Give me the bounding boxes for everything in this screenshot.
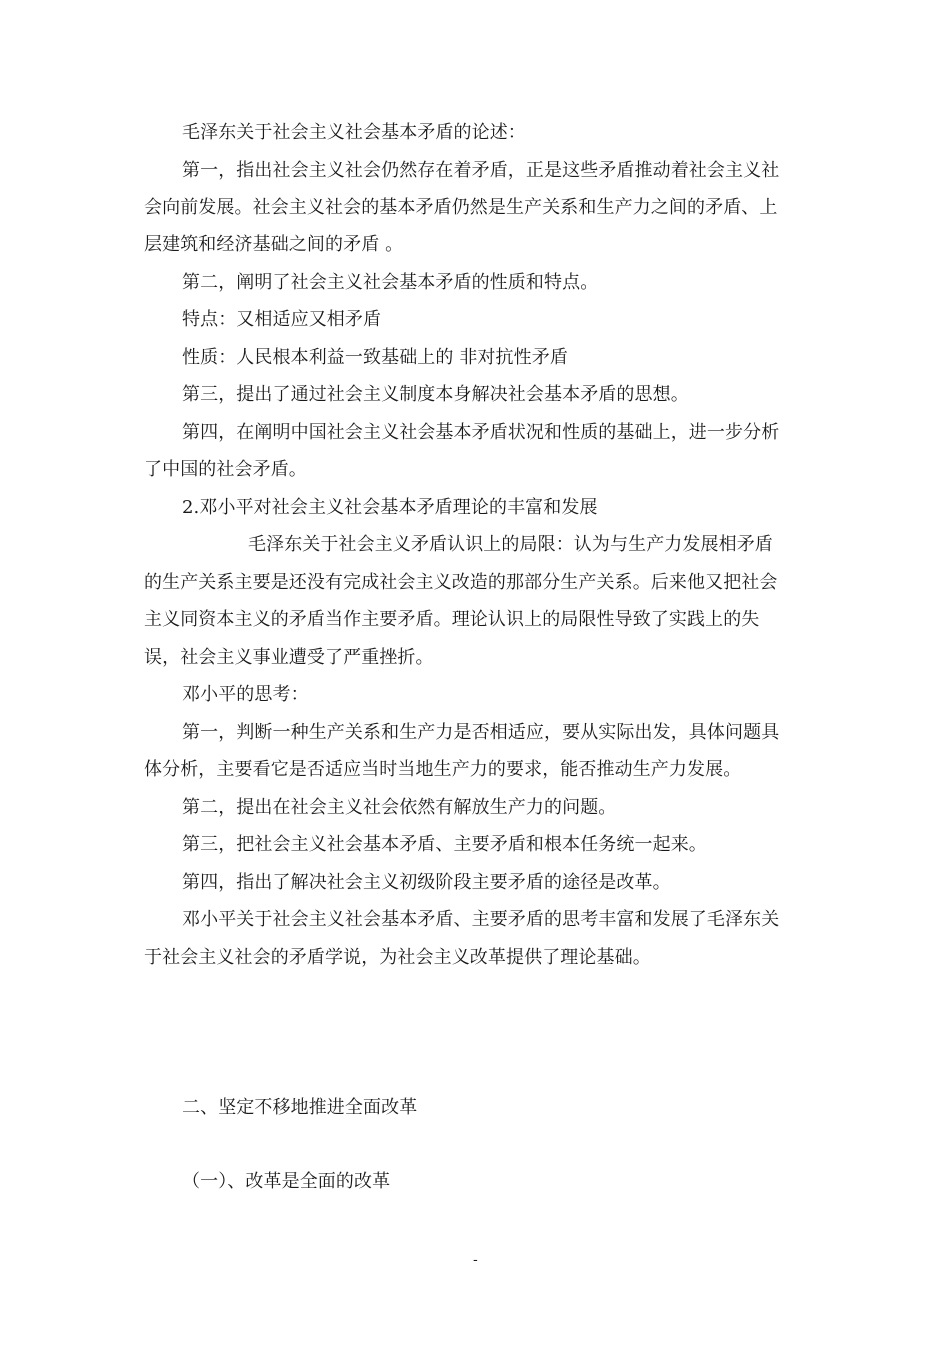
paragraph-line: 特点：又相适应又相矛盾: [182, 309, 382, 330]
paragraph-line: 2.邓小平对社会主义社会基本矛盾理论的丰富和发展: [182, 497, 598, 518]
paragraph-line: 邓小平的思考：: [182, 684, 309, 705]
paragraph-line: 第四，在阐明中国社会主义社会基本矛盾状况和性质的基础上，进一步分析: [182, 422, 780, 443]
paragraph-line: 第一，判断一种生产关系和生产力是否相适应，要从实际出发，具体问题具: [182, 722, 780, 743]
paragraph-line: 第二，阐明了社会主义社会基本矛盾的性质和特点。: [182, 272, 599, 293]
paragraph-line: 第一，指出社会主义社会仍然存在着矛盾，正是这些矛盾推动着社会主义社: [182, 160, 780, 181]
paragraph-line: 邓小平关于社会主义社会基本矛盾、主要矛盾的思考丰富和发展了毛泽东关: [182, 909, 780, 930]
paragraph-line: 误，社会主义事业遭受了严重挫折。: [144, 647, 434, 668]
paragraph-line: 的生产关系主要是还没有完成社会主义改造的那部分生产关系。后来他又把社会: [144, 572, 778, 593]
paragraph-line: 了中国的社会矛盾。: [144, 459, 307, 480]
subsection-heading: （一）、改革是全面的改革: [182, 1171, 391, 1192]
page-footer-mark: -: [473, 1252, 478, 1268]
paragraph-line: 于社会主义社会的矛盾学说，为社会主义改革提供了理论基础。: [144, 947, 651, 968]
paragraph-line: 层建筑和经济基础之间的矛盾 。: [144, 234, 404, 255]
paragraph-line: 第二，提出在社会主义社会依然有解放生产力的问题。: [182, 797, 617, 818]
paragraph-line: 性质：人民根本利益一致基础上的 非对抗性矛盾: [182, 347, 568, 368]
paragraph-line: 第三，提出了通过社会主义制度本身解决社会基本矛盾的思想。: [182, 384, 689, 405]
paragraph-line: 毛泽东关于社会主义矛盾认识上的局限：认为与生产力发展相矛盾: [248, 534, 773, 555]
paragraph-line: 主义同资本主义的矛盾当作主要矛盾。理论认识上的局限性导致了实践上的失: [144, 609, 760, 630]
paragraph-line: 毛泽东关于社会主义社会基本矛盾的论述：: [182, 122, 526, 143]
paragraph-line: 会向前发展。社会主义社会的基本矛盾仍然是生产关系和生产力之间的矛盾、上: [144, 197, 778, 218]
paragraph-line: 第四，指出了解决社会主义初级阶段主要矛盾的途径是改革。: [182, 872, 671, 893]
paragraph-line: 第三，把社会主义社会基本矛盾、主要矛盾和根本任务统一起来。: [182, 834, 707, 855]
paragraph-line: 体分析，主要看它是否适应当时当地生产力的要求，能否推动生产力发展。: [144, 759, 742, 780]
section-heading: 二、坚定不移地推进全面改革: [182, 1097, 418, 1118]
